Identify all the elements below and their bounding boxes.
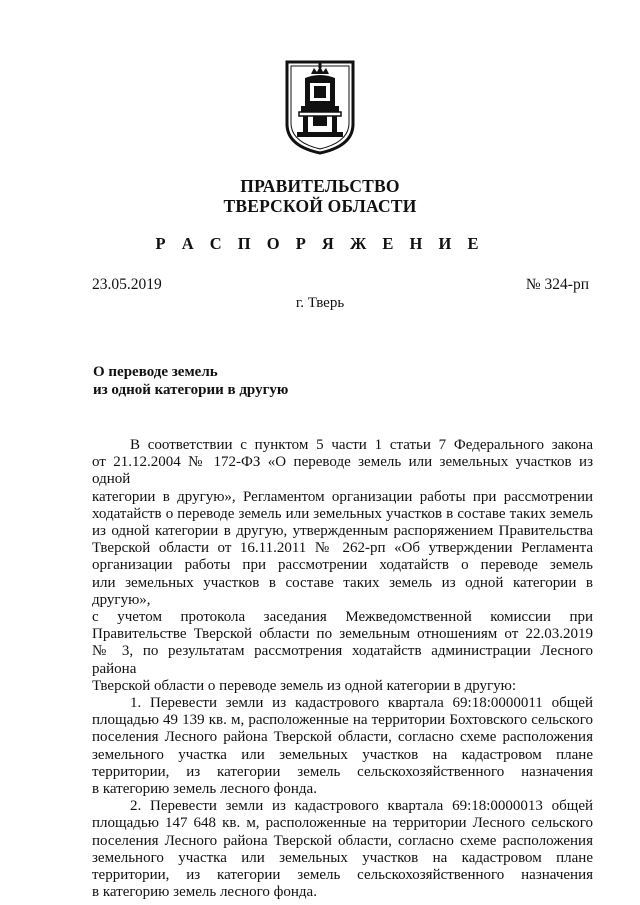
body-line: категории в другую», Регламентом организации работы при рассмотрении xyxy=(92,488,593,505)
body-line: в категорию земель лесного фонда. xyxy=(92,884,317,901)
document-subject xyxy=(93,363,288,399)
body-line: земельного участка или земельных участков на кадастровом плане xyxy=(92,746,593,763)
body-line: площадью 49 139 кв. м, расположенные на территории Бохтовского сельского xyxy=(92,712,593,729)
body-line: с учетом протокола заседания Межведомственной комиссии при xyxy=(92,609,593,626)
body-line: ходатайств о переводе земель или земельных участков в составе таких земель xyxy=(92,505,593,522)
body-line: Тверской области от 16.11.2011 № 262-рп «Об утверждении Регламента xyxy=(92,540,593,557)
body-line: поселения Лесного района Тверской области, согласно схеме расположения xyxy=(92,729,593,746)
org-name-line2: ТВЕРСКОЙ ОБЛАСТИ xyxy=(223,196,417,216)
body-line: В соответствии с пунктом 5 части 1 статьи 7 Федерального закона xyxy=(130,437,593,453)
document-number: № 324-рп xyxy=(525,276,589,293)
body-line: в категорию земель лесного фонда. xyxy=(92,781,317,798)
body-line: 1. Перевести земли из кадастрового квартала 69:18:0000011 общей xyxy=(130,695,593,712)
document-city: г. Тверь xyxy=(295,295,345,311)
document-date: 23.05.2019 xyxy=(92,276,162,293)
subject-line: О переводе земель xyxy=(93,364,218,380)
document-body xyxy=(92,437,593,901)
body-line: от 21.12.2004 № 172-ФЗ «О переводе земель или земельных участков из одной xyxy=(92,454,593,488)
body-line: поселения Лесного района Тверской области, согласно схеме расположения xyxy=(92,832,593,849)
org-name-line1: ПРАВИТЕЛЬСТВО xyxy=(240,176,400,196)
body-line: из одной категории в другую, утвержденным распоряжением Правительства xyxy=(92,523,593,540)
coat-of-arms-icon xyxy=(283,58,357,156)
body-line: Тверской области о переводе земель из одной категории в другую: xyxy=(92,677,517,694)
body-line: территории, из категории земель сельскохозяйственного назначения xyxy=(92,867,593,884)
document-type: Р А С П О Р Я Ж Е Н И Е xyxy=(155,234,485,253)
body-line: территории, из категории земель сельскохозяйственного назначения xyxy=(92,763,593,780)
subject-line: из одной категории в другую xyxy=(93,382,289,398)
body-line: площадью 147 648 кв. м, расположенные на территории Лесного сельского xyxy=(92,815,593,832)
body-line: Правительстве Тверской области по земельным отношениям от 22.03.2019 xyxy=(92,626,593,643)
body-line: или земельных участков в составе таких земель из одной категории в другую», xyxy=(92,574,593,608)
body-line: земельного участка или земельных участков на кадастровом плане xyxy=(92,849,593,866)
body-line: № 3, по результатам рассмотрения ходатайств администрации Лесного района xyxy=(92,643,593,677)
body-line: 2. Перевести земли из кадастрового квартала 69:18:0000013 общей xyxy=(130,798,593,815)
body-line: организации работы при рассмотрении ходатайств о переводе земель xyxy=(92,557,593,574)
